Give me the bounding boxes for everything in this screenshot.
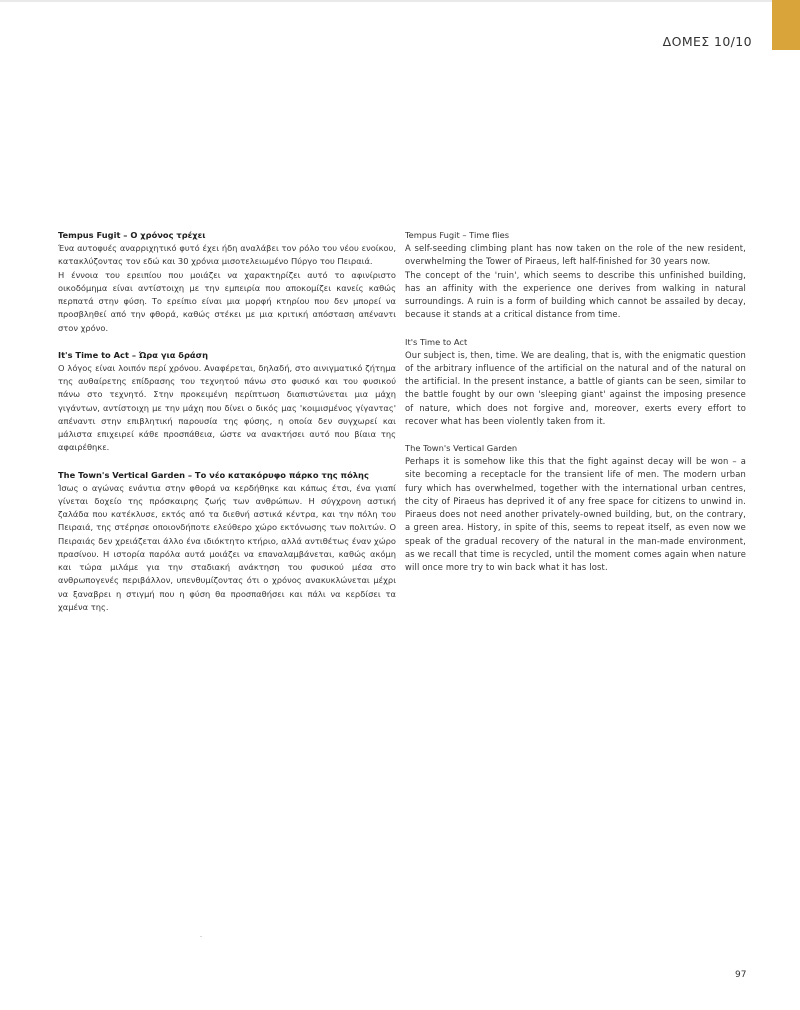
section-heading: The Town's Vertical Garden – Το νέο κατακόρυφο πάρκο της πόλης — [58, 469, 369, 480]
greek-section-2 — [58, 349, 396, 455]
section-tab — [772, 0, 800, 50]
section-heading: It's Time to Act — [405, 336, 468, 347]
greek-section-1 — [58, 229, 396, 335]
paragraph: Ένα αυτοφυές αναρριχητικό φυτό έχει ήδη αναλάβει τον ρόλο του νέου ενοίκου, κατακλύζοντας τον εδώ και 30 χρόνια μισοτελειωμένο Πύργο του Πειραιά. — [58, 243, 396, 267]
greek-column — [58, 229, 396, 628]
paragraph: Η έννοια του ερειπίου που μοιάζει να χαρακτηρίζει αυτό το αφινίριστο οικοδόμημα είναι αντίστοιχη με την εμπειρία που αποκομίζει κανείς καθώς περπατά στην φύση. Το ερείπιο είναι μια μορφή κτηρίου που δεν μπορεί να προσβληθεί από την φθορά, καθώς στέκει με μια κριτική απόσταση απέναντι στον χρόνο. — [58, 269, 396, 333]
page-number: 97 — [735, 970, 747, 980]
greek-section-3 — [58, 469, 396, 615]
top-rule — [0, 0, 800, 2]
section-heading: Tempus Fugit – Time flies — [405, 230, 510, 240]
paragraph: The concept of the 'ruin', which seems to describe this unfinished building, has an affinity with the experience one derives from walking in natural surroundings. A ruin is a form of building which cannot be assailed by decay, because it stands at a critical distance from time. — [405, 269, 746, 320]
english-column — [405, 229, 746, 588]
paragraph: A self-seeding climbing plant has now taken on the role of the new resident, overwhelming the Tower of Piraeus, left half-finished for 30 years now. — [405, 243, 746, 267]
running-header: ΔΟΜΕΣ 10/10 — [662, 34, 752, 49]
english-section-2 — [405, 336, 746, 429]
paragraph: Perhaps it is somehow like this that the fight against decay will be won – a site becoming a receptacle for the transient life of men. The modern urban fury which has overwhelmed, together with the international urban centres, the city of Piraeus has deprived it of any free space for citizens to unwind in. Piraeus does not need another privately-owned building, but, on the contrary, a green area. History, in spite of this, seems to repeat itself, as even now we speak of the gradual recovery of the natural in the man-made environment, as we recall that time is recycled, until the moment comes again when nature will once more try to win back what it has lost. — [405, 456, 746, 572]
section-heading: It's Time to Act – Ώρα για δράση — [58, 349, 208, 360]
paragraph: Ίσως ο αγώνας ενάντια στην φθορά να κερδήθηκε και κάπως έτσι, ένα γιαπί γίνεται δοχείο της πρόσκαιρης ζωής των ανθρώπων. Η σύγχρονη αστική ζαλάδα που κατέκλυσε, εκτός από τα διεθνή αστικά κέντρα, και την πόλη του Πειραιά, της στέρησε οποιονδήποτε ελεύθερο χώρο εκτόνωσης των πολιτών. Ο Πειραιάς δεν χρειάζεται άλλο ένα ιδιόκτητο κτήριο, αλλά αντιθέτως έναν χώρο πρασίνου. Η ιστορία παρόλα αυτά μοιάζει να επαναλαμβάνεται, καθώς ακόμη και τώρα μιλάμε για την σταδιακή ανάκτηση του φυσικού μέσα στο ανθρωπογενές περιβάλλον, υπενθυμίζοντας ότι ο χρόνος ανακυκλώνεται μέχρι να ξαναβρει η στιγμή που η φύση θα προσπαθήσει και πάλι να κερδίσει τα χαμένα της. — [58, 482, 396, 612]
english-section-3 — [405, 442, 746, 574]
english-section-1 — [405, 229, 746, 322]
section-heading: Tempus Fugit – Ο χρόνος τρέχει — [58, 230, 206, 240]
paragraph: Ο λόγος είναι λοιπόν περί χρόνου. Αναφέρεται, δηλαδή, στο αινιγματικό ζήτημα της αυθαίρετης επίδρασης του τεχνητού πάνω στο φυσικό και του φυσικού πάνω στο τεχνητό. Στην προκειμένη περίπτωση διαπιστώνεται μια μάχη γιγάντων, αντίστοιχη με την μάχη που δίνει ο δικός μας 'κοιμισμένος γίγαντας' απέναντι στην επιβλητική παρουσία της φύσης, η οποία δεν συγχωρεί και μάλιστα επιχειρεί κάθε προσπάθεια, ώστε να ανακτήσει αυτό που βίαια της αφαιρέθηκε. — [58, 362, 396, 453]
print-speck — [200, 936, 202, 937]
paragraph: Our subject is, then, time. We are dealing, that is, with the enigmatic question of the arbitrary influence of the artificial on the natural and of the natural on the artificial. In the present instance, a battle of giants can be seen, similar to the battle fought by our own 'sleeping giant' against the imposing presence of nature, which does not forgive and, moreover, exerts every effort to recover what has been violently taken from it. — [405, 349, 746, 426]
section-heading: The Town's Vertical Garden — [405, 443, 518, 453]
